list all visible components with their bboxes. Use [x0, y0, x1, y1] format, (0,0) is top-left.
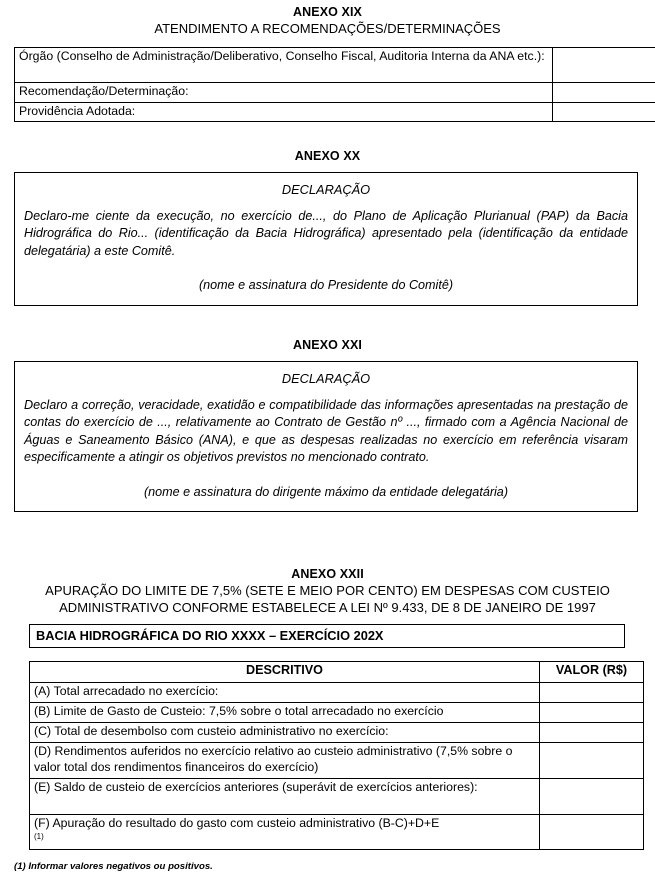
declaration-signature: (nome e assinatura do dirigente máximo da entidade delegatária) — [143, 484, 509, 499]
row-value-recomendacao[interactable] — [553, 83, 655, 103]
table-row — [30, 723, 644, 743]
column-header-valor: VALOR (R$) — [540, 662, 644, 683]
row-value-e[interactable] — [540, 779, 644, 815]
row-value-d[interactable] — [540, 743, 644, 779]
anexo-xxii-heading: ANEXO XXII — [291, 567, 364, 581]
row-label-a: (A) Total arrecadado no exercício: — [30, 683, 540, 703]
anexo-xxii-footnote: (1) Informar valores negativos ou positivos. — [14, 861, 213, 872]
anexo-xix-heading: ANEXO XIX — [293, 5, 362, 19]
declaration-body: Declaro a correção, veracidade, exatidão e compatibilidade das informações apresentadas na prestação de contas do exercício de ..., relativamente ao Contrato de Gestão nº ..., firmado com a Agência Nacional de Águas e Saneamento Básico (ANA), e que as despesas realizadas no exercício em referência visaram especificamente a atingir os objetivos previstos no mencionado contrato. — [24, 397, 628, 464]
row-label-f: (F) Apuração do resultado do gasto com custeio administrativo (B-C)+D+E — [34, 816, 440, 830]
table-row — [15, 48, 655, 83]
anexo-xx-declaration-box — [14, 172, 638, 306]
anexo-xx-heading: ANEXO XX — [294, 149, 361, 163]
row-label-b: (B) Limite de Gasto de Custeio: 7,5% sobre o total arrecadado no exercício — [30, 703, 540, 723]
anexo-xxii-subheading-line2: ADMINISTRATIVO CONFORME ESTABELECE A LEI Nº 9.433, DE 8 DE JANEIRO DE 1997 — [59, 600, 596, 615]
table-row — [15, 83, 655, 103]
anexo-xix-table — [14, 47, 655, 122]
table-row — [30, 779, 644, 815]
row-value-providencia[interactable] — [553, 102, 655, 122]
row-label-e: (E) Saldo de custeio de exercícios anteriores (superávit de exercícios anteriores): — [30, 779, 540, 815]
row-value-c[interactable] — [540, 723, 644, 743]
row-label-orgao: Órgão (Conselho de Administração/Deliberativo, Conselho Fiscal, Auditoria Interna da ANA etc.): — [15, 48, 553, 83]
row-label-d: (D) Rendimentos auferidos no exercício relativo ao custeio administrativo (7,5% sobre o valor total dos rendimentos financeiros do exercício) — [30, 743, 540, 779]
row-value-f[interactable] — [540, 815, 644, 850]
table-row — [30, 683, 644, 703]
row-label-c: (C) Total de desembolso com custeio administrativo no exercício: — [30, 723, 540, 743]
row-label-f-cell — [30, 815, 540, 850]
anexo-xxii-title — [0, 566, 655, 616]
table-row — [15, 102, 655, 122]
row-value-orgao[interactable] — [553, 48, 655, 83]
table-row — [30, 743, 644, 779]
row-f-footnote-marker: (1) — [34, 831, 44, 841]
bacia-hidrografica-header: BACIA HIDROGRÁFICA DO RIO XXXX – EXERCÍCIO 202X — [29, 624, 625, 648]
declaration-signature: (nome e assinatura do Presidente do Comitê) — [198, 278, 454, 292]
row-value-a[interactable] — [540, 683, 644, 703]
declaration-heading: DECLARAÇÃO — [281, 182, 371, 197]
anexo-xix-subheading: ATENDIMENTO A RECOMENDAÇÕES/DETERMINAÇÕES — [154, 21, 501, 36]
anexo-xxi-heading: ANEXO XXI — [293, 338, 362, 352]
row-label-providencia: Providência Adotada: — [15, 102, 553, 122]
declaration-body: Declaro-me ciente da execução, no exercício de..., do Plano de Aplicação Plurianual (PAP) da Bacia Hidrográfica do Rio... (identificação da Bacia Hidrográfica) apresentado pela (identificação da entidade delegatária) a este Comitê. — [24, 208, 628, 258]
declaration-heading: DECLARAÇÃO — [281, 371, 371, 386]
table-row — [30, 703, 644, 723]
anexo-xxi-declaration-box — [14, 361, 638, 512]
row-label-recomendacao: Recomendação/Determinação: — [15, 83, 553, 103]
table-row — [30, 815, 644, 850]
anexo-xxii-subheading-line1: APURAÇÃO DO LIMITE DE 7,5% (SETE E MEIO POR CENTO) EM DESPESAS COM CUSTEIO — [45, 583, 610, 598]
row-value-b[interactable] — [540, 703, 644, 723]
table-header-row — [30, 662, 644, 683]
column-header-descritivo: DESCRITIVO — [30, 662, 540, 683]
anexo-xix-title — [0, 4, 655, 37]
anexo-xxii-table — [29, 661, 644, 850]
